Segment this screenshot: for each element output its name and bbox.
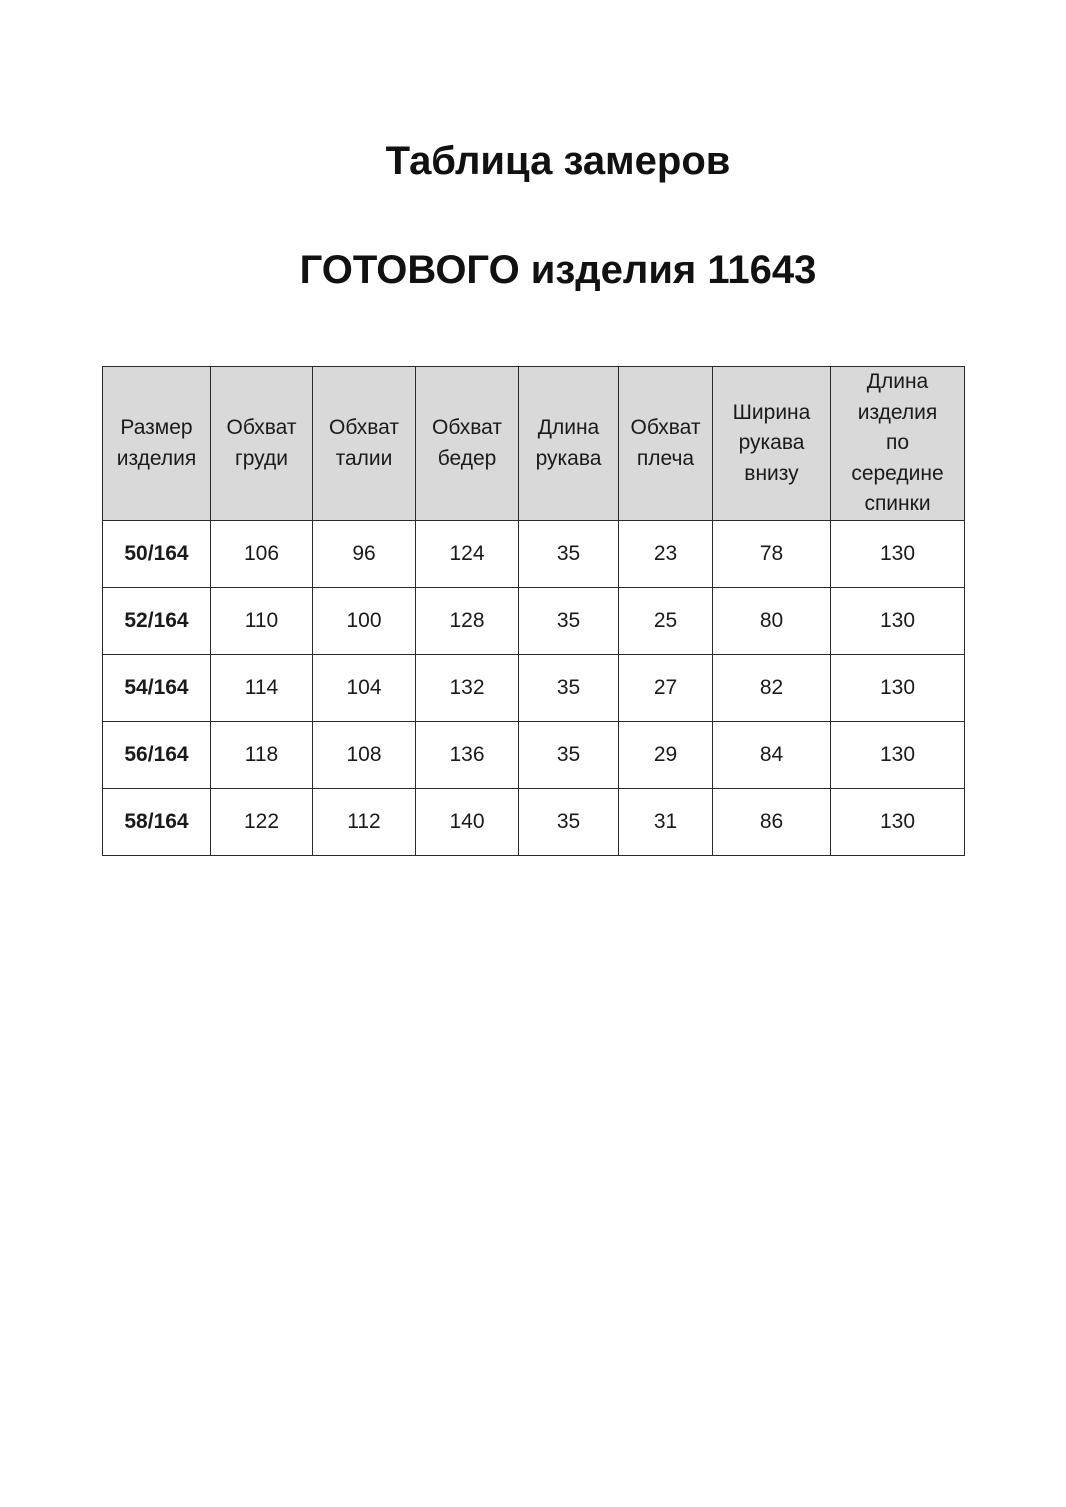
- table-cell: 100: [313, 588, 416, 655]
- table-cell: 84: [713, 722, 831, 789]
- table-cell: 80: [713, 588, 831, 655]
- size-measurements-table: [102, 366, 965, 856]
- header-hips: Обхват бедер: [416, 367, 519, 521]
- table-cell: 114: [211, 655, 313, 722]
- page-title: Таблица замеров: [385, 139, 731, 183]
- table-cell-size: 58/164: [103, 789, 211, 856]
- table-cell: 122: [211, 789, 313, 856]
- table-cell: 112: [313, 789, 416, 856]
- table-cell: 132: [416, 655, 519, 722]
- table-cell: 35: [519, 722, 619, 789]
- table-row: [103, 722, 965, 789]
- table-cell: 106: [211, 521, 313, 588]
- table-cell: 35: [519, 521, 619, 588]
- table-cell-size: 52/164: [103, 588, 211, 655]
- table-cell: 86: [713, 789, 831, 856]
- table-cell: 27: [619, 655, 713, 722]
- table-row: [103, 521, 965, 588]
- table-cell: 128: [416, 588, 519, 655]
- table-cell: 78: [713, 521, 831, 588]
- table-cell: 25: [619, 588, 713, 655]
- header-sleeve-width: Ширина рукава внизу: [713, 367, 831, 521]
- table-cell: 31: [619, 789, 713, 856]
- header-chest: Обхват груди: [211, 367, 313, 521]
- header-sleeve-length: Длина рукава: [519, 367, 619, 521]
- table-cell: 130: [831, 789, 965, 856]
- table-cell: 110: [211, 588, 313, 655]
- table-cell: 23: [619, 521, 713, 588]
- table-cell: 136: [416, 722, 519, 789]
- table-row: [103, 655, 965, 722]
- table-cell: 35: [519, 655, 619, 722]
- table-header-row: [103, 367, 965, 521]
- table-cell: 104: [313, 655, 416, 722]
- table-cell: 96: [313, 521, 416, 588]
- table-cell-size: 56/164: [103, 722, 211, 789]
- table-cell: 35: [519, 789, 619, 856]
- table-row: [103, 789, 965, 856]
- header-waist: Обхват талии: [313, 367, 416, 521]
- table-row: [103, 588, 965, 655]
- table-cell: 29: [619, 722, 713, 789]
- table-cell: 130: [831, 588, 965, 655]
- table-cell: 130: [831, 655, 965, 722]
- table-cell: 35: [519, 588, 619, 655]
- table-cell: 140: [416, 789, 519, 856]
- header-size: Размер изделия: [103, 367, 211, 521]
- table-cell-size: 54/164: [103, 655, 211, 722]
- header-shoulder: Обхват плеча: [619, 367, 713, 521]
- table-cell: 118: [211, 722, 313, 789]
- table-cell: 124: [416, 521, 519, 588]
- table-cell: 130: [831, 521, 965, 588]
- table-cell: 108: [313, 722, 416, 789]
- table-cell: 82: [713, 655, 831, 722]
- header-back-length: Длина изделия по середине спинки: [831, 367, 965, 521]
- page-subtitle: ГОТОВОГО изделия 11643: [299, 248, 817, 292]
- table-cell: 130: [831, 722, 965, 789]
- table-cell-size: 50/164: [103, 521, 211, 588]
